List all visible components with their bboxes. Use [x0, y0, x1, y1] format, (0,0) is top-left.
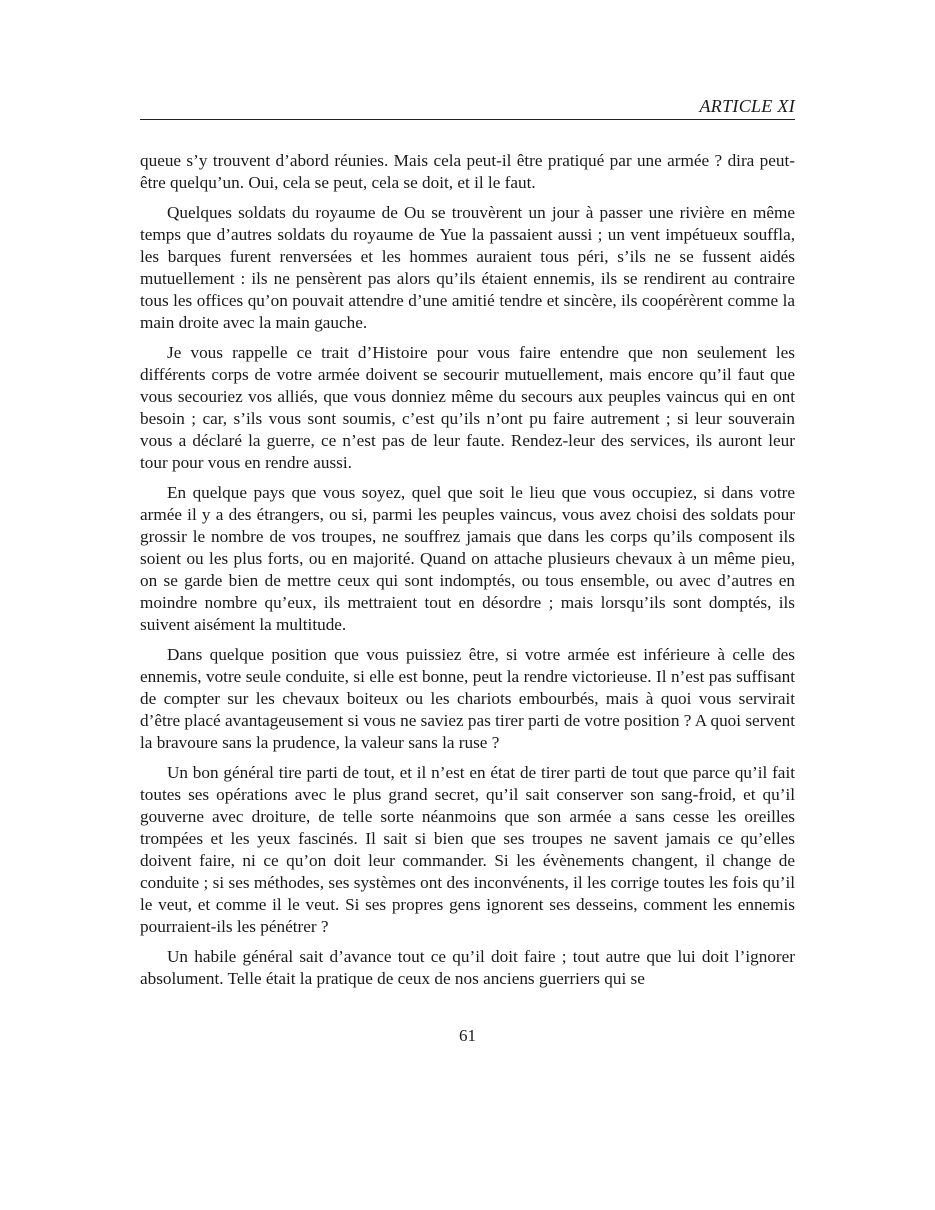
paragraph-2: Quelques soldats du royaume de Ou se trouvèrent un jour à passer une rivière en même temps que d’autres soldats du royaume de Yue la passaient aussi ; un vent impétueux souffla, les barques furent renversées et les hommes auraient tous péri, s’ils ne se fussent aidés mutuellement : ils ne pensèrent pas alors qu’ils étaient ennemis, ils se rendirent au contraire tous les offices qu’on pouvait attendre d’une amitié tendre et sincère, ils coopérèrent comme la main droite avec la main gauche.	[140, 203, 795, 332]
paragraph-3: Je vous rappelle ce trait d’Histoire pour vous faire entendre que non seulement les différents corps de votre armée doivent se secourir mutuellement, mais encore qu’il faut que vous secouriez vos alliés, que vous donniez même du secours aux peuples vaincus qui en ont besoin ; car, s’ils vous sont soumis, c’est qu’ils n’ont pu faire autrement ; si leur souverain vous a déclaré la guerre, ce n’est pas de leur faute. Rendez-leur des services, ils auront leur tour pour vous en rendre aussi.	[140, 343, 795, 472]
paragraph-6: Un bon général tire parti de tout, et il n’est en état de tirer parti de tout que parce qu’il fait toutes ses opérations avec le plus grand secret, qu’il sait conserver son sang-froid, et qu’il gouverne avec droiture, de telle sorte néanmoins que son armée a sans cesse les oreilles trompées et les yeux fascinés. Il sait si bien que ses troupes ne savent jamais ce qu’elles doivent faire, ni ce qu’on doit leur commander. Si les évènements changent, il change de conduite ; si ses méthodes, ses systèmes ont des inconvénents, il les corrige toutes les fois qu’il le veut, et comme il le veut. Si ses propres gens ignorent ses desseins, comment les ennemis pourraient-ils les pénétrer ?	[140, 763, 795, 936]
header-rule	[140, 119, 795, 120]
paragraph-1: queue s’y trouvent d’abord réunies. Mais cela peut-il être pratiqué par une armée ? dira peut-être quelqu’un. Oui, cela se peut, cela se doit, et il le faut.	[140, 151, 795, 192]
body-text	[140, 150, 795, 998]
paragraph-4: En quelque pays que vous soyez, quel que soit le lieu que vous occupiez, si dans votre armée il y a des étrangers, ou si, parmi les peuples vaincus, vous avez choisi des soldats pour grossir le nombre de vos troupes, ne souffrez jamais que dans les corps qu’ils composent ils soient ou les plus forts, ou en majorité. Quand on attache plusieurs chevaux à un même pieu, on se garde bien de mettre ceux qui sont indomptés, ou tous ensemble, ou avec d’autres en moindre nombre qu’eux, ils mettraient tout en désordre ; mais lorsqu’ils sont domptés, ils suivent aisément la multitude.	[140, 483, 795, 634]
paragraph-5: Dans quelque position que vous puissiez être, si votre armée est inférieure à celle des ennemis, votre seule conduite, si elle est bonne, peut la rendre victorieuse. Il n’est pas suffisant de compter sur les chevaux boiteux ou les chariots embourbés, mais à quoi vous servirait d’être placé avantageusement si vous ne saviez pas tirer parti de votre position ? A quoi servent la bravoure sans la prudence, la valeur sans la ruse ?	[140, 645, 795, 752]
paragraph-7: Un habile général sait d’avance tout ce qu’il doit faire ; tout autre que lui doit l’ignorer absolument. Telle était la pratique de ceux de nos anciens guerriers qui se	[140, 947, 795, 988]
page-number: 61	[459, 1026, 476, 1045]
running-header: ARTICLE XI	[699, 96, 795, 116]
